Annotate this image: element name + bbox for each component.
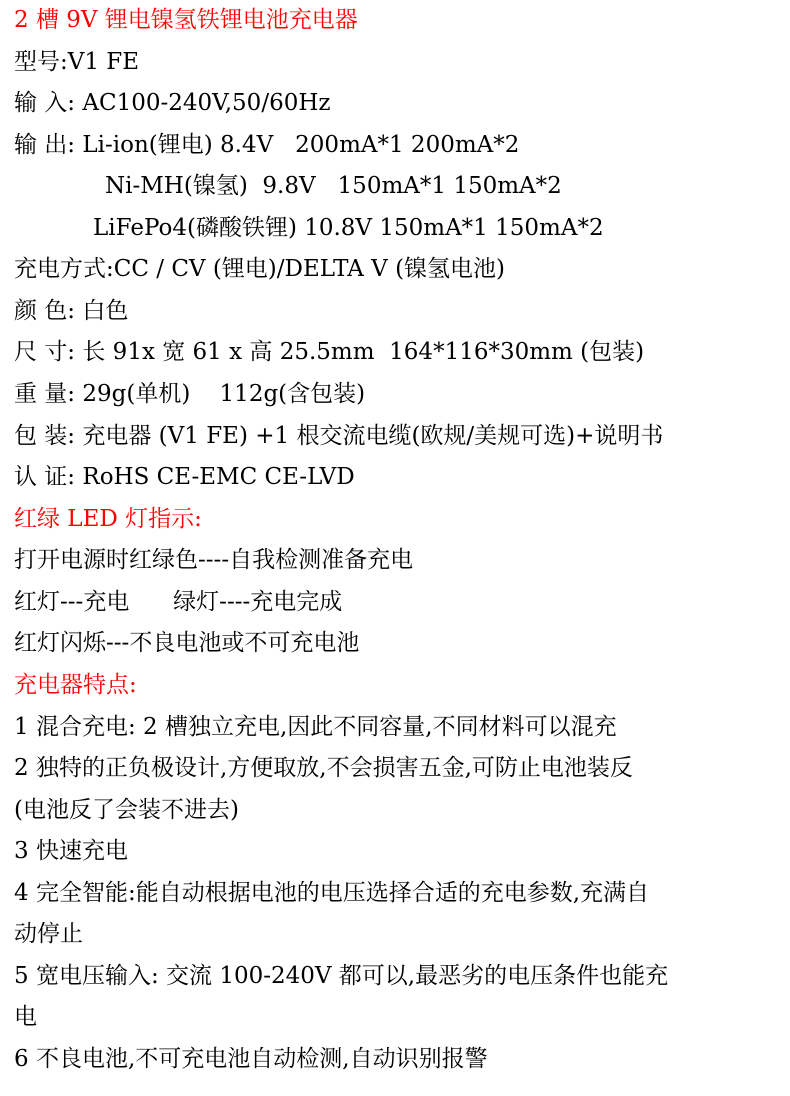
feature-6: 6 不良电池,不可充电池自动检测,自动识别报警 xyxy=(14,1046,488,1072)
feature-2: 2 独特的正负极设计,方便取放,不会损害五金,可防止电池装反 xyxy=(14,755,633,781)
input-line: 输 入: AC100-240V,50/60Hz xyxy=(14,90,331,116)
color-line: 颜 色: 白色 xyxy=(14,298,129,324)
package-line: 包 装: 充电器 (V1 FE) +1 根交流电缆(欧规/美规可选)+说明书 xyxy=(14,423,664,449)
output-lifepo4-line: LiFePo4(磷酸铁锂) 10.8V 150mA*1 150mA*2 xyxy=(93,215,604,241)
led-line-self-test: 打开电源时红绿色----自我检测准备充电 xyxy=(14,547,414,573)
output-nimh-line: Ni-MH(镍氢) 9.8V 150mA*1 150mA*2 xyxy=(105,173,562,199)
feature-5: 5 宽电压输入: 交流 100-240V 都可以,最恶劣的电压条件也能充 xyxy=(14,963,669,989)
feature-5-continued: 电 xyxy=(14,1004,37,1030)
led-indicator-heading: 红绿 LED 灯指示: xyxy=(14,506,202,532)
led-line-flashing: 红灯闪烁---不良电池或不可充电池 xyxy=(14,630,360,656)
certification-line: 认 证: RoHS CE-EMC CE-LVD xyxy=(14,464,355,490)
model-line: 型号:V1 FE xyxy=(14,49,140,75)
size-line: 尺 寸: 长 91x 宽 61 x 高 25.5mm 164*116*30mm (包装) xyxy=(14,339,645,365)
weight-line: 重 量: 29g(单机) 112g(含包装) xyxy=(14,381,366,407)
feature-1: 1 混合充电: 2 槽独立充电,因此不同容量,不同材料可以混充 xyxy=(14,714,617,740)
output-liion-line: 输 出: Li-ion(锂电) 8.4V 200mA*1 200mA*2 xyxy=(14,132,520,158)
feature-3: 3 快速充电 xyxy=(14,838,128,864)
led-line-charging: 红灯---充电 绿灯----充电完成 xyxy=(14,589,343,615)
feature-2-continued: (电池反了会装不进去) xyxy=(14,797,239,823)
feature-4: 4 完全智能:能自动根据电池的电压选择合适的充电参数,充满自 xyxy=(14,880,650,906)
features-heading: 充电器特点: xyxy=(14,672,137,698)
product-title: 2 槽 9V 锂电镍氢铁锂电池充电器 xyxy=(14,7,358,33)
feature-4-continued: 动停止 xyxy=(14,921,83,947)
charge-mode-line: 充电方式:CC / CV (锂电)/DELTA V (镍氢电池) xyxy=(14,256,506,282)
